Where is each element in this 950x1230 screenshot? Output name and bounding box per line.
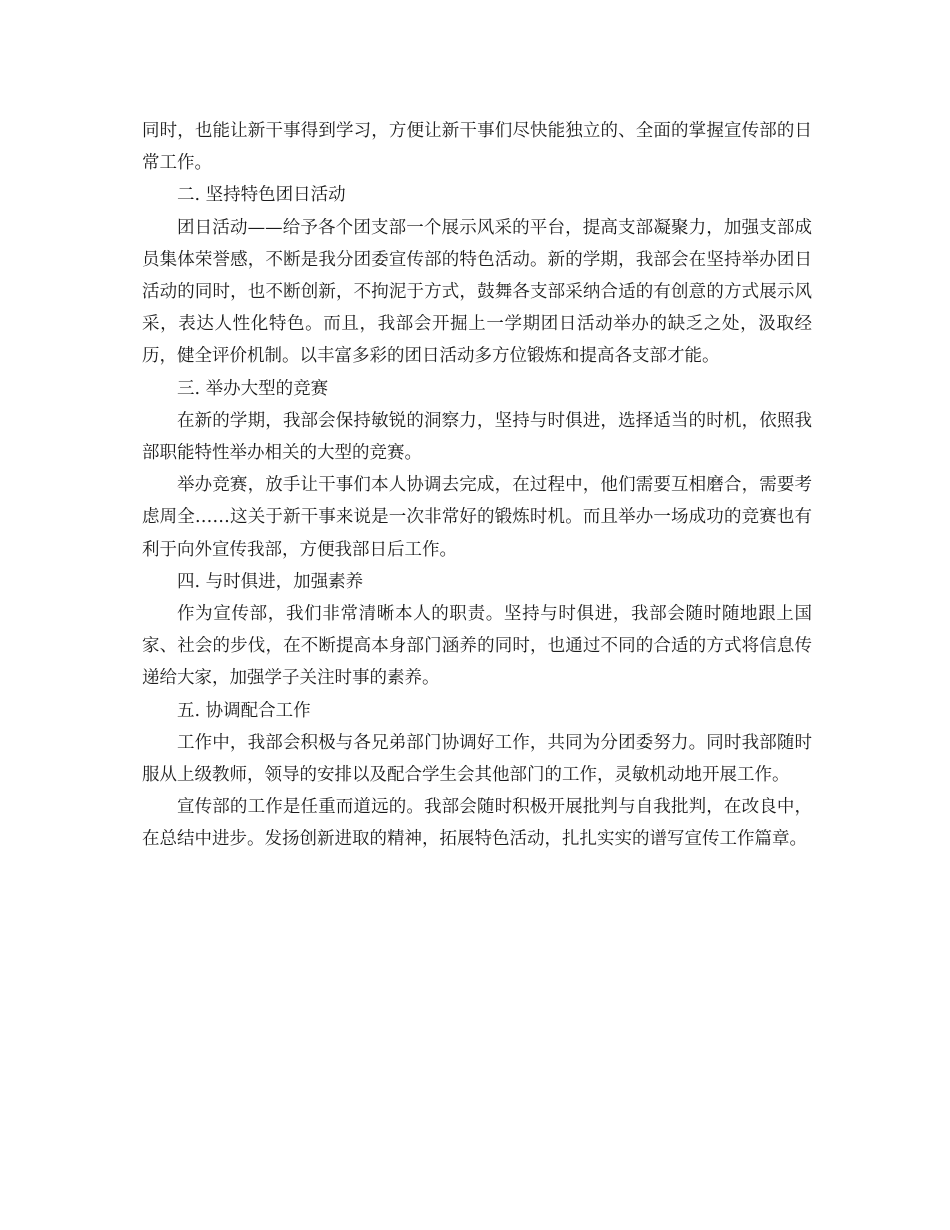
paragraph: 同时，也能让新干事得到学习，方便让新干事们尽快能独立的、全面的掌握宣传部的日常工作。: [142, 121, 812, 174]
section-heading: 五. 协调配合工作: [177, 700, 311, 721]
paragraph: 举办竞赛，放手让干事们本人协调去完成，在过程中，他们需要互相磨合，需要考虑周全……这关于新干事来说是一次非常好的锻炼时机。而且举办一场成功的竞赛也有利于向外宣传我部，方便我部日后工作。: [142, 475, 812, 560]
section-heading: 三. 举办大型的竞赛: [177, 378, 329, 399]
document-body: [142, 115, 812, 856]
paragraph: 工作中，我部会积极与各兄弟部门协调好工作，共同为分团委努力。同时我部随时服从上级教师，领导的安排以及配合学生会其他部门的工作，灵敏机动地开展工作。: [142, 732, 812, 786]
paragraph: 宣传部的工作是任重而道远的。我部会随时积极开展批判与自我批判，在改良中，在总结中进步。发扬创新进取的精神，拓展特色活动，扎扎实实的谱写宣传工作篇章。: [142, 797, 812, 850]
paragraph: 在新的学期，我部会保持敏锐的洞察力，坚持与时俱进，选择适当的时机，依照我部职能特性举办相关的大型的竞赛。: [142, 410, 812, 464]
section-heading: 二. 坚持特色团日活动: [177, 185, 346, 206]
paragraph: 团日活动——给予各个团支部一个展示风采的平台，提高支部凝聚力，加强支部成员集体荣誉感，不断是我分团委宣传部的特色活动。新的学期，我部会在坚持举办团日活动的同时，也不断创新，不拘泥于方式，鼓舞各支部采纳合适的有创意的方式展示风采，表达人性化特色。而且，我部会开掘上一学期团日活动举办的缺乏之处，汲取经历，健全评价机制。以丰富多彩的团日活动多方位锻炼和提高各支部才能。: [142, 217, 812, 367]
section-heading: 四. 与时俱进，加强素养: [177, 571, 364, 592]
paragraph: 作为宣传部，我们非常清晰本人的职责。坚持与时俱进，我部会随时随地跟上国家、社会的步伐，在不断提高本身部门涵养的同时，也通过不同的合适的方式将信息传递给大家，加强学子关注时事的素养。: [142, 604, 812, 689]
